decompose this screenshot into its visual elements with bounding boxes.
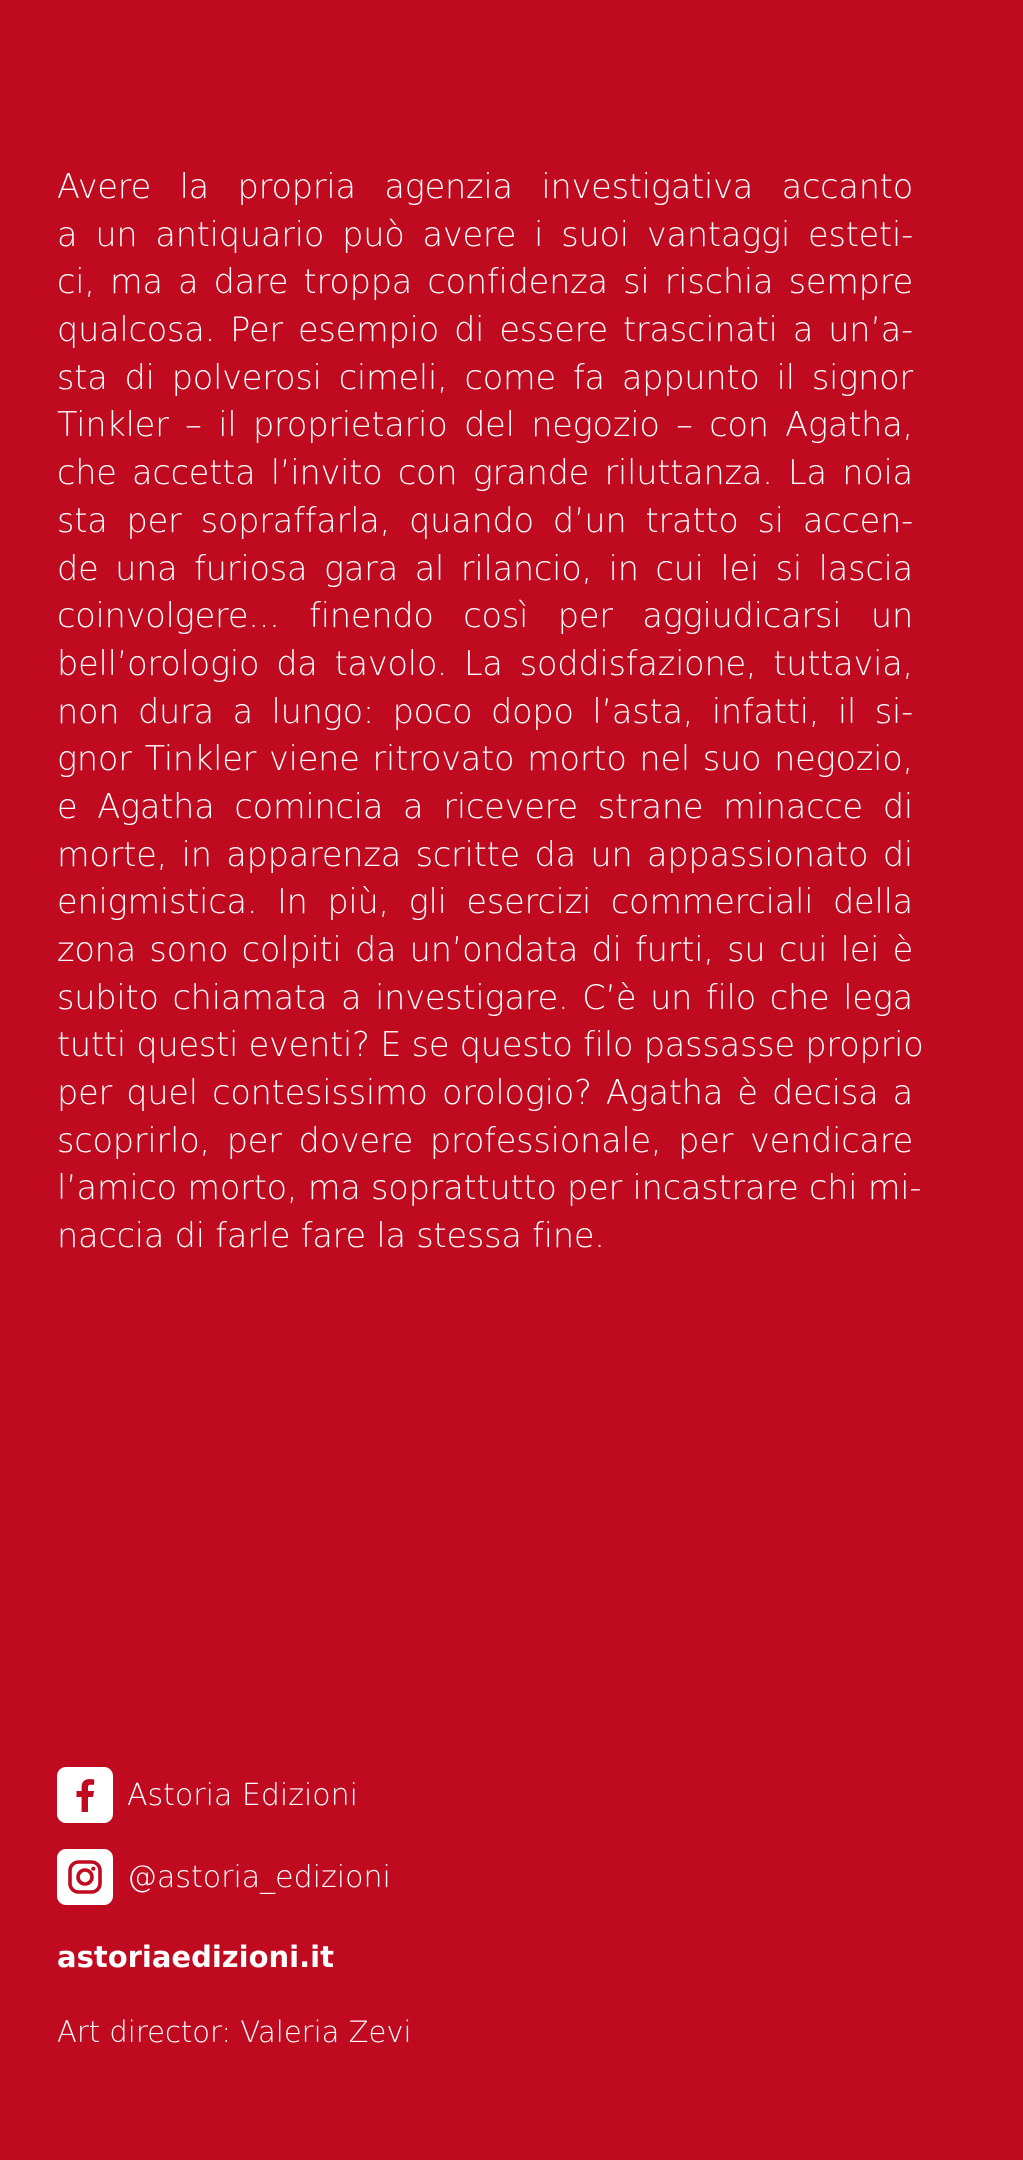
synopsis-line: enigmistica. In più, gli esercizi commerciali della: [57, 882, 913, 922]
synopsis-line: Avere la propria agenzia investigativa accanto: [57, 167, 913, 206]
synopsis-line: scoprirlo, per dovere professionale, per vendicare: [57, 1120, 913, 1160]
synopsis-line: sta per sopraffarla, quando d’un tratto si accen-: [57, 500, 913, 540]
synopsis-line: e Agatha comincia a ricevere strane minacce di: [57, 786, 913, 826]
synopsis-line: l’amico morto, ma soprattutto per incastrare chi mi-: [57, 1168, 922, 1208]
synopsis-line: per quel contesissimo orologio? Agatha è decisa a: [57, 1073, 913, 1113]
instagram-link[interactable]: [57, 1848, 391, 1906]
synopsis-line: gnor Tinkler viene ritrovato morto nel suo negozio,: [57, 739, 913, 779]
synopsis-line: a un antiquario può avere i suoi vantaggi esteti-: [57, 214, 913, 254]
facebook-link[interactable]: [57, 1766, 358, 1824]
synopsis-text: [57, 163, 924, 1260]
synopsis-line: non dura a lungo: poco dopo l’asta, infatti, il si-: [57, 691, 913, 731]
instagram-label: @astoria_edizioni: [127, 1859, 391, 1895]
synopsis-line: ci, ma a dare troppa confidenza si rischia sempre: [57, 262, 913, 302]
synopsis-line: subito chiamata a investigare. C’è un filo che lega: [57, 977, 913, 1017]
facebook-icon: [57, 1767, 113, 1823]
synopsis-line: che accetta l’invito con grande riluttanza. La noia: [57, 453, 913, 493]
synopsis-line: zona sono colpiti da un’ondata di furti, su cui lei è: [57, 930, 913, 969]
synopsis-line: coinvolgere... finendo così per aggiudicarsi un: [57, 596, 913, 636]
facebook-label: Astoria Edizioni: [127, 1777, 358, 1813]
synopsis-line: tutti questi eventi? E se questo filo passasse proprio: [57, 1025, 924, 1065]
synopsis-line: sta di polverosi cimeli, come fa appunto il signor: [57, 357, 913, 397]
website-link[interactable]: astoriaedizioni.it: [57, 1940, 334, 1974]
art-director-credit: Art director: Valeria Zevi: [57, 2015, 412, 2049]
synopsis-line: de una furiosa gara al rilancio, in cui lei si lascia: [57, 548, 913, 588]
synopsis-line: naccia di farle fare la stessa fine.: [57, 1216, 605, 1256]
synopsis-line: qualcosa. Per esempio di essere trascinati a un’a-: [57, 310, 913, 350]
synopsis-line: Tinkler – il proprietario del negozio – con Agatha,: [57, 405, 913, 445]
synopsis-line: bell’orologio da tavolo. La soddisfazione, tuttavia,: [57, 643, 913, 683]
synopsis-line: morte, in apparenza scritte da un appassionato di: [57, 834, 913, 874]
instagram-icon: [57, 1849, 113, 1905]
